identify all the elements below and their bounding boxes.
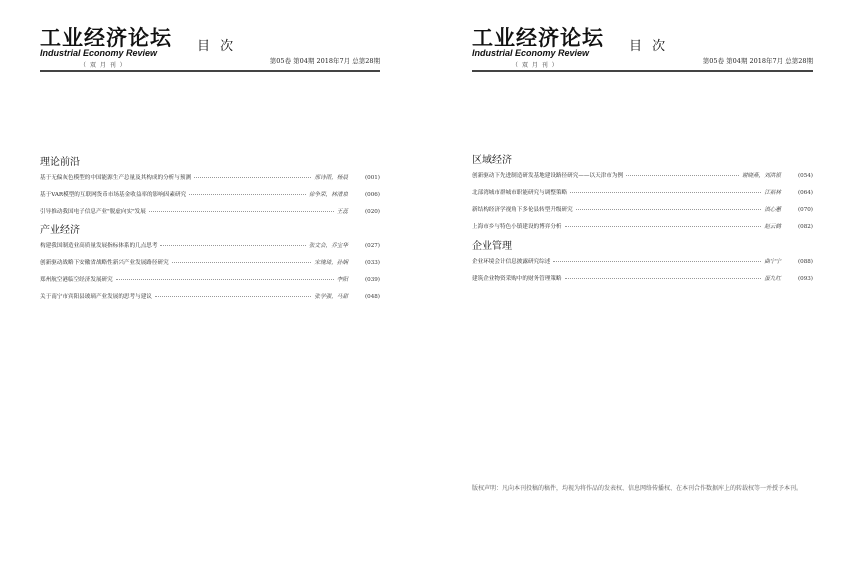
- toc-entry[interactable]: [40, 255, 380, 272]
- dot-leader: [189, 194, 306, 195]
- section-title: 理论前沿: [40, 157, 80, 168]
- article-author: 赵云鹤: [764, 224, 781, 230]
- article-author: 江裕林: [764, 190, 781, 196]
- article-author: 张学强，马甜: [314, 294, 348, 300]
- dot-leader: [553, 261, 761, 262]
- header-rule: [40, 70, 380, 72]
- dot-leader: [194, 177, 311, 178]
- section-regional-economy: [472, 154, 813, 236]
- article-page: (093): [797, 276, 813, 282]
- toc-entry[interactable]: [40, 238, 380, 255]
- section-enterprise-management: [472, 240, 813, 288]
- article-title: 创新驱动战略下安徽省战略性新兴产业发展路径研究: [40, 260, 169, 266]
- toc-entry[interactable]: [40, 170, 380, 187]
- article-author: 蛋九红: [764, 276, 781, 282]
- issue-info: 第05卷 第04期 2018年7月 总第28期: [269, 57, 380, 65]
- section-title: 区域经济: [472, 155, 512, 166]
- article-author: 张文会，乔宝华: [308, 243, 348, 249]
- article-author: 滇心蕙: [764, 207, 781, 213]
- issue-info: 第05卷 第04期 2018年7月 总第28期: [702, 57, 813, 65]
- dot-leader: [626, 175, 739, 176]
- header-rule: [472, 70, 813, 72]
- section-industrial-economy: [40, 224, 380, 306]
- toc-entry[interactable]: [472, 202, 813, 219]
- article-title: 关于南宁市宾阳县玻璃产业发展的思考与建议: [40, 294, 152, 300]
- dot-leader: [565, 226, 762, 227]
- journal-header: [472, 0, 813, 74]
- toc-entry[interactable]: [472, 271, 813, 288]
- article-page: (088): [797, 259, 813, 265]
- left-page: [40, 0, 380, 578]
- right-page: [472, 0, 813, 578]
- dot-leader: [149, 211, 334, 212]
- contents-label: 目 次: [629, 39, 669, 54]
- section-title: 企业管理: [472, 241, 512, 252]
- dot-leader: [116, 279, 334, 280]
- article-title: 新结构经济学视角下多伦县转型升级研究: [472, 207, 573, 213]
- article-title: 引导推动我国电子信息产业"脱虚向实"发展: [40, 209, 146, 215]
- article-page: (054): [797, 173, 813, 179]
- article-page: (027): [364, 243, 380, 249]
- dot-leader: [160, 245, 305, 246]
- toc-entry[interactable]: [472, 168, 813, 185]
- journal-title-en: Industrial Economy Review: [472, 48, 590, 58]
- article-page: (082): [797, 224, 813, 230]
- article-author: 邢诗雨，杨晨: [314, 175, 348, 181]
- journal-title-en: Industrial Economy Review: [40, 48, 158, 58]
- article-author: 宋瑰琦，孙娴: [314, 260, 348, 266]
- dot-leader: [570, 192, 761, 193]
- journal-header: [40, 0, 380, 74]
- publication-frequency: （ 双 月 刊 ）: [512, 62, 559, 69]
- article-author: 李阳: [336, 277, 348, 283]
- article-page: (033): [364, 260, 380, 266]
- article-author: 徐争荣，林清泉: [308, 192, 348, 198]
- article-title: 建筑企业物资采购中的财务管理策略: [472, 276, 562, 282]
- article-title: 创新驱动下先进制造研发基地建设路径研究——以天津市为例: [472, 173, 624, 179]
- article-title: 北部湾城市群城市职能研究与调整策略: [472, 190, 568, 196]
- article-page: (070): [797, 207, 813, 213]
- toc-entry[interactable]: [40, 204, 380, 221]
- article-author: 谢晓燕，刘洪银: [741, 173, 781, 179]
- copyright-notice: 版权声明：凡向本刊投稿的稿件，均视为将作品的发表权、信息网络传播权、在本刊合作数据库上的转载权等一并授予本刊。: [472, 485, 803, 492]
- article-page: (048): [364, 294, 380, 300]
- dot-leader: [155, 296, 312, 297]
- article-page: (039): [364, 277, 380, 283]
- section-title: 产业经济: [40, 225, 80, 236]
- article-title: 基于VAR模型的互联网货币市场基金收益率的影响因素研究: [40, 192, 187, 198]
- dot-leader: [172, 262, 312, 263]
- toc-entry[interactable]: [40, 187, 380, 204]
- article-title: 企业环境会计信息披露研究综述: [472, 259, 551, 265]
- article-title: 上海市乡与特色小镇建设的博弈分析: [472, 224, 562, 230]
- dot-leader: [576, 209, 762, 210]
- toc-entry[interactable]: [472, 219, 813, 236]
- section-theory-frontier: [40, 156, 380, 221]
- journal-title-cn: 工业经济论坛: [472, 25, 604, 50]
- toc-entry[interactable]: [40, 272, 380, 289]
- article-title: 郑州航空港临空经济发展研究: [40, 277, 113, 283]
- dot-leader: [565, 278, 762, 279]
- toc-entry[interactable]: [472, 254, 813, 271]
- article-page: (064): [797, 190, 813, 196]
- toc-entry[interactable]: [40, 289, 380, 306]
- article-author: 曲宁宁: [764, 259, 781, 265]
- article-title: 基于无偏灰色模型的中国能源生产总量及其构成的分析与预测: [40, 175, 192, 181]
- article-page: (006): [364, 192, 380, 198]
- toc-entry[interactable]: [472, 185, 813, 202]
- publication-frequency: （ 双 月 刊 ）: [80, 62, 127, 69]
- journal-title-cn: 工业经济论坛: [40, 25, 172, 50]
- article-title: 构建我国制造业高质量发展指标体系的几点思考: [40, 243, 158, 249]
- article-page: (020): [364, 209, 380, 215]
- article-page: (001): [364, 175, 380, 181]
- article-author: 王蕊: [336, 209, 348, 215]
- contents-label: 目 次: [197, 39, 237, 54]
